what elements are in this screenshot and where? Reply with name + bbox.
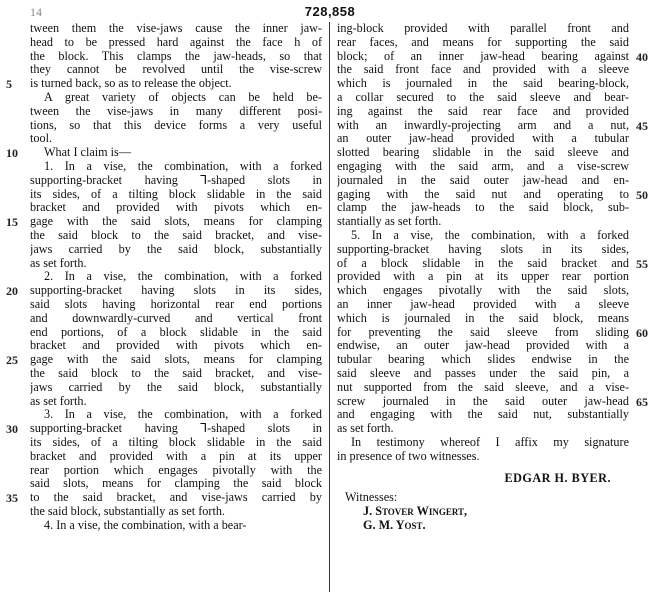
text-line: jaws carried by the said block, substantially bbox=[30, 380, 322, 394]
text-line: supporting-bracket having ⅂-shaped slots in bbox=[30, 173, 322, 187]
text-line: the said front face and provided with a sleeve bbox=[337, 63, 629, 77]
text-line: In testimony whereof I affix my signature bbox=[351, 435, 629, 449]
text-line: which is journaled in the said block, means bbox=[337, 311, 629, 325]
text-line: block; of an inner jaw-head bearing against bbox=[337, 49, 629, 63]
text-line: the said block to the said bracket, and vise- bbox=[30, 228, 322, 242]
inventor-signature: EDGAR H. BYER. bbox=[504, 471, 611, 485]
text-line: tween the vise-jaws in many different posi- bbox=[30, 104, 322, 118]
text-line: gage with the said slots, means for clamping bbox=[30, 353, 322, 367]
text-line: rear faces, and means for supporting the said bbox=[337, 35, 629, 49]
line-number: 10 bbox=[6, 146, 18, 161]
text-line: 4. In a vise, the combination, with a bear- bbox=[44, 518, 247, 532]
page-number: 14 bbox=[30, 5, 42, 19]
text-line: journaled in the said outer jaw-head and en- bbox=[337, 173, 629, 187]
text-line: of a block slidable in the said bracket and bbox=[337, 256, 629, 270]
text-line: they cannot be revolved until the vise-screw bbox=[30, 63, 322, 77]
line-number: 50 bbox=[636, 187, 648, 202]
text-line: as set forth. bbox=[30, 256, 87, 270]
text-line: supporting-bracket having slots in its sides, bbox=[337, 242, 629, 256]
text-line: the said block to the said bracket, and vise- bbox=[30, 366, 322, 380]
text-line: 2. In a vise, the combination, with a forked bbox=[44, 270, 322, 284]
column-divider bbox=[329, 22, 330, 592]
text-line: a collar secured to the said sleeve and bear- bbox=[337, 90, 629, 104]
text-line: ing-block provided with parallel front and bbox=[337, 22, 629, 35]
left-text-column bbox=[30, 22, 322, 532]
text-line: as set forth. bbox=[30, 394, 87, 408]
text-line: provided with a pin at its upper rear portion bbox=[337, 270, 629, 284]
text-line: endwise, an outer jaw-head provided with a bbox=[337, 339, 629, 353]
text-line: said slots, means for clamping the said block bbox=[30, 477, 322, 491]
text-line: as set forth. bbox=[337, 422, 394, 436]
text-line: in presence of two witnesses. bbox=[337, 449, 480, 463]
text-line: with an inwardly-projecting arm and a nut, bbox=[337, 118, 629, 132]
line-number: 20 bbox=[6, 284, 18, 299]
text-line: What I claim is— bbox=[44, 146, 131, 160]
text-line: 5. In a vise, the combination, with a forked bbox=[351, 228, 629, 242]
right-column-lines bbox=[337, 22, 629, 464]
text-line: 3. In a vise, the combination, with a forked bbox=[44, 408, 322, 422]
line-number: 5 bbox=[6, 77, 12, 92]
text-line: supporting-bracket having slots in its sides, bbox=[30, 284, 322, 298]
text-line: 1. In a vise, the combination, with a forked bbox=[44, 159, 322, 173]
text-line: bracket and provided with pivots which en- bbox=[30, 339, 322, 353]
line-number: 40 bbox=[636, 49, 648, 64]
text-line: jaws carried by the said block, substantially bbox=[30, 242, 322, 256]
text-line: ing against the said rear face and provided bbox=[337, 104, 629, 118]
line-number: 45 bbox=[636, 118, 648, 133]
text-line: slotted bearing slidable in the said sleeve and bbox=[337, 146, 629, 160]
text-line: which engages pivotally with the said slots, bbox=[337, 284, 629, 298]
text-line: to the said bracket, and vise-jaws carried by bbox=[30, 491, 322, 505]
line-number: 60 bbox=[636, 325, 648, 340]
text-line: head to be pressed hard against the face h of bbox=[30, 35, 322, 49]
text-line: said sleeve and passes under the said pin, a bbox=[337, 366, 629, 380]
line-number: 30 bbox=[6, 422, 18, 437]
text-line: the said block, substantially as set forth. bbox=[30, 504, 225, 518]
text-line: screw journaled in the said outer jaw-head bbox=[337, 394, 629, 408]
text-line: supporting-bracket having ⅂-shaped slots in bbox=[30, 422, 322, 436]
text-line: an outer jaw-head provided with a tubular bbox=[337, 132, 629, 146]
text-line: which is journaled in the said bearing-block, bbox=[337, 77, 629, 91]
text-line: gaging with the said nut and operating to bbox=[337, 187, 629, 201]
text-line: and downwardly-curved and vertical front bbox=[30, 311, 322, 325]
witnesses-label: Witnesses: bbox=[345, 491, 398, 505]
witness-name-1: J. Stover Wingert, bbox=[363, 505, 468, 519]
text-line: stantially as set forth. bbox=[337, 215, 442, 229]
line-number: 25 bbox=[6, 353, 18, 368]
text-line: is turned back, so as to release the object. bbox=[30, 77, 232, 91]
text-line: tubular bearing which slides endwise in the bbox=[337, 353, 629, 367]
right-text-column bbox=[337, 22, 629, 533]
page-header bbox=[0, 0, 660, 24]
text-line: tween them the vise-jaws cause the inner jaw- bbox=[30, 22, 322, 35]
line-number: 15 bbox=[6, 215, 18, 230]
text-line: tions, so that this device forms a very useful bbox=[30, 118, 322, 132]
text-line: its sides, of a tilting block slidable in the said bbox=[30, 435, 322, 449]
text-line: rear portion which engages pivotally with the bbox=[30, 463, 322, 477]
text-line: nut supported from the said sleeve, and a vise- bbox=[337, 380, 629, 394]
text-line: for preventing the said sleeve from sliding bbox=[337, 325, 629, 339]
text-line: and engaging with the said nut, substantially bbox=[337, 408, 629, 422]
text-line: clamp the jaw-heads to the said block, sub- bbox=[337, 201, 629, 215]
text-line: an inner jaw-head provided with a sleeve bbox=[337, 297, 629, 311]
text-line: bracket and provided with a pin at its upper bbox=[30, 449, 322, 463]
text-line: A great variety of objects can be held be- bbox=[44, 90, 322, 104]
witness-name-2: G. M. Yost. bbox=[363, 518, 426, 532]
text-line: tool. bbox=[30, 132, 53, 146]
line-number: 35 bbox=[6, 491, 18, 506]
text-line: the block. This clamps the jaw-heads, so that bbox=[30, 49, 322, 63]
line-number: 55 bbox=[636, 256, 648, 271]
line-number: 65 bbox=[636, 394, 648, 409]
text-line: gage with the said slots, means for clamping bbox=[30, 215, 322, 229]
text-line: bracket and provided with pivots which en- bbox=[30, 201, 322, 215]
text-line: end portions, of a block slidable in the said bbox=[30, 325, 322, 339]
text-line: its sides, of a tilting block slidable in the said bbox=[30, 187, 322, 201]
text-line: engaging with the said arm, and a vise-screw bbox=[337, 159, 629, 173]
text-line: said slots having horizontal rear end portions bbox=[30, 297, 322, 311]
patent-number: 728,858 bbox=[304, 4, 356, 19]
